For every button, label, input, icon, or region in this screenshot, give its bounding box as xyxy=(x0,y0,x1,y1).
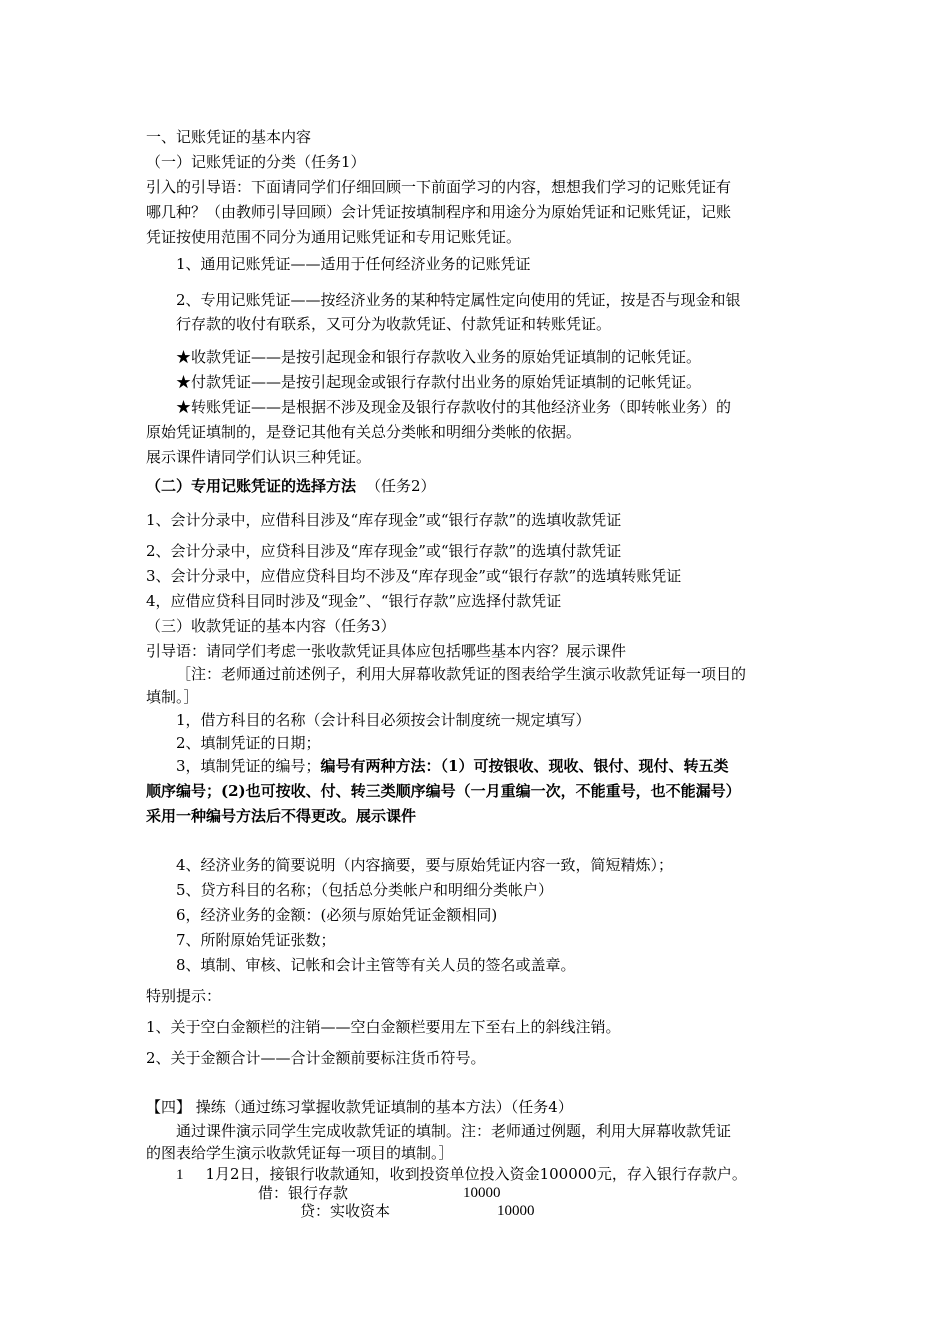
receipt-voucher-def: ★收款凭证——是按引起现金和银行存款收入业务的原始凭证填制的记帐凭证。 xyxy=(176,348,702,366)
transfer-voucher-line-2: 原始凭证填制的，是登记其他有关总分类帐和明细分类帐的依据。 xyxy=(146,423,582,441)
content-item-6: 6，经济业务的金额：(必须与原始凭证金额相同) xyxy=(176,906,498,924)
special-tips-title: 特别提示： xyxy=(146,987,222,1005)
debit-entry-label: 借：银行存款 xyxy=(258,1184,349,1202)
rule-4: 4，应借应贷科目同时涉及“现金”、“银行存款”应选择付款凭证 xyxy=(146,592,562,610)
example-text: 1月2日，接银行收款通知，收到投资单位投入资金100000元，存入银行存款户。 xyxy=(205,1165,747,1183)
numbering-methods-line-1: 编号有两种方法：（1）可按银收、现收、银付、现付、转五类 xyxy=(320,757,729,775)
content-item-1: 1，借方科目的名称（会计科目必须按会计制度统一规定填写） xyxy=(176,711,591,729)
section-3-note-line-2: 填制。］ xyxy=(146,688,199,706)
content-item-2: 2、填制凭证的日期； xyxy=(176,734,321,752)
rule-2: 2、会计分录中，应贷科目涉及“库存现金”或“银行存款”的选填付款凭证 xyxy=(146,542,622,560)
heading-1: 一、记账凭证的基本内容 xyxy=(146,128,312,146)
rule-3: 3、会计分录中，应借应贷科目均不涉及“库存现金”或“银行存款”的选填转账凭证 xyxy=(146,567,682,585)
section-2-title xyxy=(146,476,436,496)
numbering-methods-line-3: 采用一种编号方法后不得更改。展示课件 xyxy=(146,807,417,825)
special-voucher-line-1: 2、专用记账凭证——按经济业务的某种特定属性定向使用的凭证，按是否与现金和银 xyxy=(176,291,741,309)
tip-1: 1、关于空白金额栏的注销——空白金额栏要用左下至右上的斜线注销。 xyxy=(146,1018,621,1036)
intro-line-1: 引入的引导语：下面请同学们仔细回顾一下前面学习的内容，想想我们学习的记账凭证有 xyxy=(146,178,732,196)
section-4-title: 【四】 操练（通过练习掌握收款凭证填制的基本方法）（任务4） xyxy=(146,1098,573,1116)
content-item-3 xyxy=(176,756,729,776)
rule-1: 1、会计分录中，应借科目涉及“库存现金”或“银行存款”的选填收款凭证 xyxy=(146,511,622,529)
transfer-voucher-line-1: ★转账凭证——是根据不涉及现金及银行存款收付的其他经济业务（即转帐业务）的 xyxy=(176,398,732,416)
example-line xyxy=(176,1164,747,1185)
section-3-note-line-1: ［注：老师通过前述例子，利用大屏幕收款凭证的图表给学生演示收款凭证每一项目的 xyxy=(176,665,747,683)
debit-entry-amount: 10000 xyxy=(463,1185,501,1201)
content-item-8: 8、填制、审核、记帐和会计主管等有关人员的签名或盖章。 xyxy=(176,956,576,974)
section-3-guide: 引导语：请同学们考虑一张收款凭证具体应包括哪些基本内容？展示课件 xyxy=(146,642,627,660)
credit-entry-amount: 10000 xyxy=(497,1203,535,1219)
section-3-title: （三）收款凭证的基本内容（任务3） xyxy=(146,617,396,635)
section-2-title-bold: （二）专用记账凭证的选择方法 xyxy=(146,477,357,495)
show-courseware-line: 展示课件请同学们认识三种凭证。 xyxy=(146,448,372,466)
content-item-4: 4、经济业务的简要说明（内容摘要，要与原始凭证内容一致，简短精炼）； xyxy=(176,856,674,874)
intro-line-3: 凭证按使用范围不同分为通用记账凭证和专用记账凭证。 xyxy=(146,228,522,246)
content-item-5: 5、贷方科目的名称；（包括总分类帐户和明细分类帐户） xyxy=(176,881,554,899)
section-4-desc-line-2: 的图表给学生演示收款凭证每一项目的填制。］ xyxy=(146,1144,454,1162)
intro-line-2: 哪几种？（由教师引导回顾）会计凭证按填制程序和用途分为原始凭证和记账凭证，记账 xyxy=(146,203,732,221)
section-4-desc-line-1: 通过课件演示同学生完成收款凭证的填制。注：老师通过例题，利用大屏幕收款凭证 xyxy=(176,1122,732,1140)
content-item-3-plain: 3，填制凭证的编号； xyxy=(176,757,321,775)
numbering-methods-line-2: 顺序编号；(2)也可按收、付、转三类顺序编号（一月重编一次，不能重号，也不能漏号） xyxy=(146,782,741,800)
section-1-title: （一）记账凭证的分类（任务1） xyxy=(146,153,366,171)
payment-voucher-def: ★付款凭证——是按引起现金或银行存款付出业务的原始凭证填制的记帐凭证。 xyxy=(176,373,702,391)
general-voucher-item: 1、通用记账凭证——适用于任何经济业务的记账凭证 xyxy=(176,255,531,273)
content-item-7: 7、所附原始凭证张数； xyxy=(176,931,336,949)
example-number: 1 xyxy=(176,1167,184,1183)
section-2-title-task: （任务2） xyxy=(366,477,436,495)
special-voucher-line-2: 行存款的收付有联系，又可分为收款凭证、付款凭证和转账凭证。 xyxy=(176,315,612,333)
tip-2: 2、关于金额合计——合计金额前要标注货币符号。 xyxy=(146,1049,486,1067)
credit-entry-label: 贷：实收资本 xyxy=(300,1202,391,1220)
